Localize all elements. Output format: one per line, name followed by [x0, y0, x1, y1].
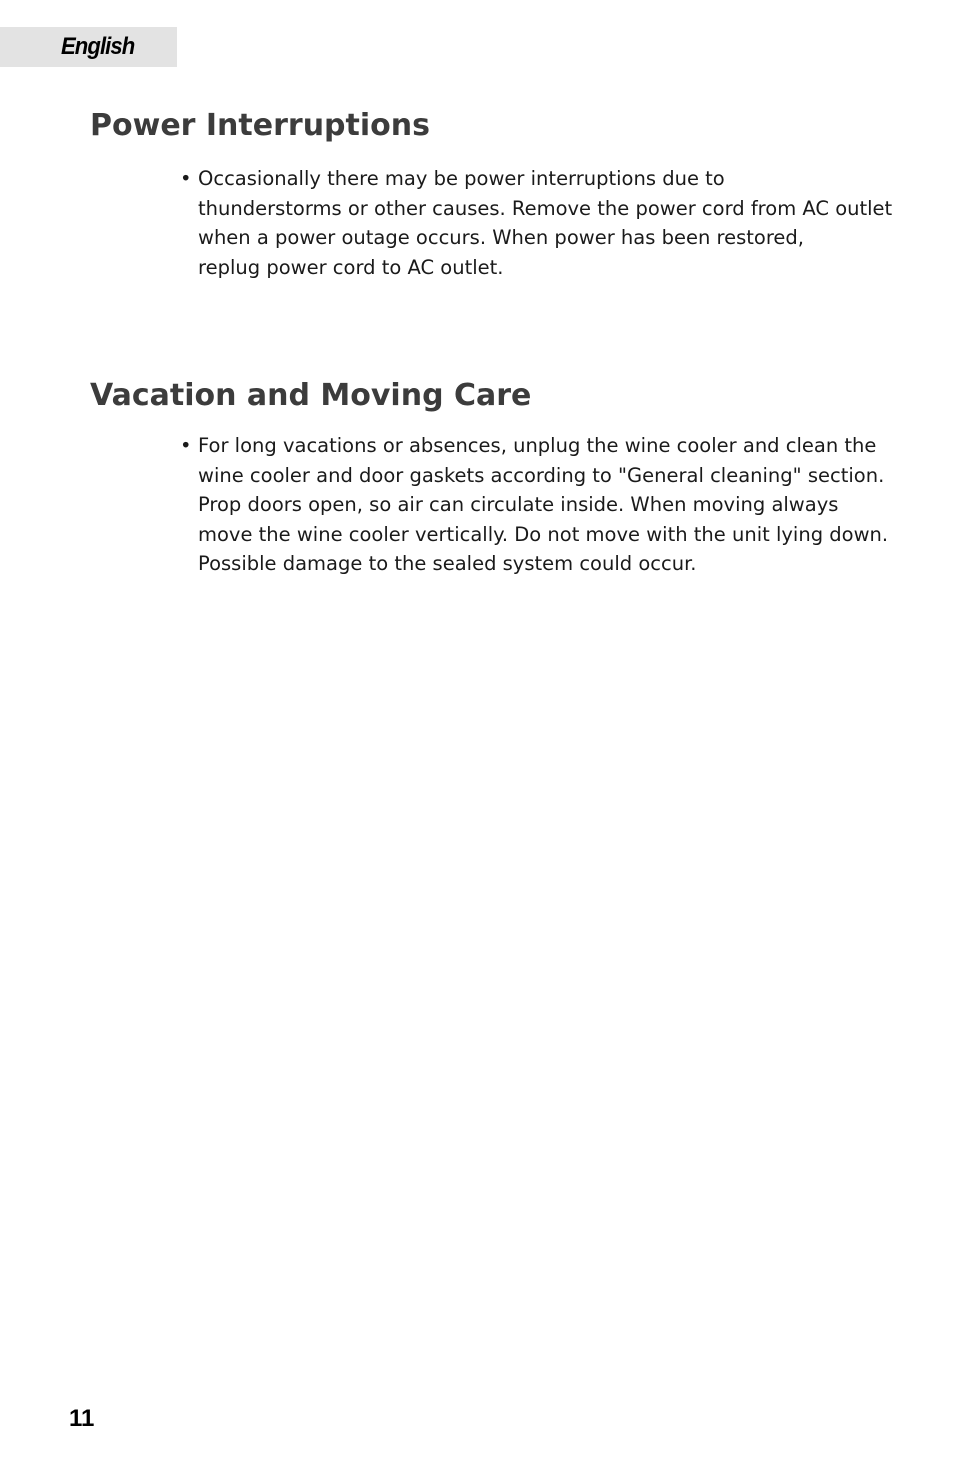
paragraph-line: Possible damage to the sealed system could occur.: [198, 552, 697, 575]
paragraph-line: thunderstorms or other causes. Remove the power cord from AC outlet: [198, 196, 893, 220]
bullet-point-icon: •: [180, 434, 192, 457]
paragraph-line: For long vacations or absences, unplug the wine cooler and clean the: [198, 434, 877, 457]
power-interruptions-bullet: [180, 164, 893, 282]
paragraph-line: wine cooler and door gaskets according to "General cleaning" section.: [198, 463, 885, 487]
language-tab-label: English: [61, 33, 135, 60]
page-number: 11: [69, 1405, 95, 1432]
section-title-power-interruptions: Power Interruptions: [90, 108, 430, 143]
paragraph-line: Prop doors open, so air can circulate inside. When moving always: [198, 493, 839, 516]
paragraph-line: Occasionally there may be power interruptions due to: [198, 167, 725, 190]
paragraph-line: move the wine cooler vertically. Do not move with the unit lying down.: [198, 522, 889, 546]
bullet-point-icon: •: [180, 167, 192, 190]
paragraph-line: when a power outage occurs. When power has been restored,: [198, 226, 804, 249]
paragraph-line: replug power cord to AC outlet.: [198, 255, 504, 279]
section-title-vacation-moving-care: Vacation and Moving Care: [90, 378, 532, 413]
language-tab: [0, 27, 177, 67]
vacation-moving-care-bullet: [180, 431, 889, 579]
